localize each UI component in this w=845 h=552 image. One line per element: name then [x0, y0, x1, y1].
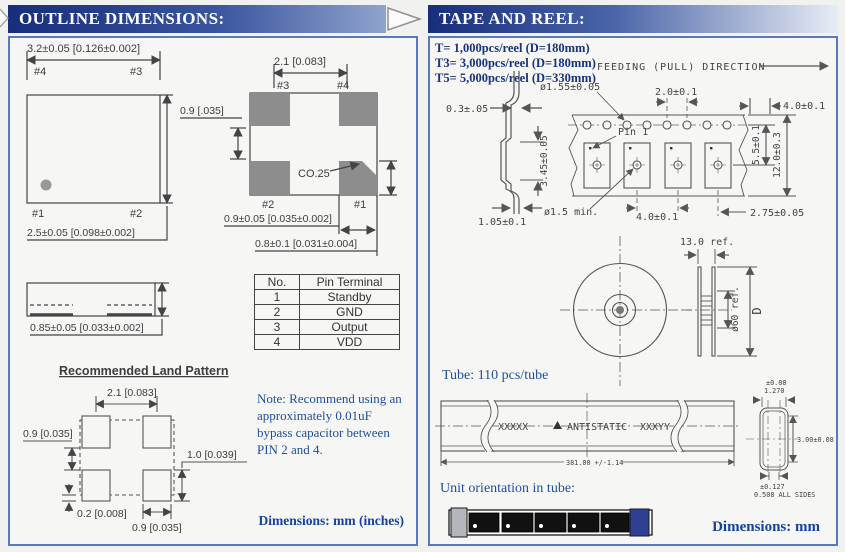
- tube-width-tol-dim: ±0.08: [766, 379, 787, 387]
- pin1-label: #1: [32, 208, 45, 220]
- table-row: [255, 320, 400, 335]
- dimensions-footer: Dimensions: mm: [712, 519, 820, 535]
- reel-hub-width-dim: 13.0 ref.: [680, 237, 735, 248]
- side-view-height-dim: 0.85±0.05 [0.033±0.002]: [30, 322, 144, 334]
- tape-width-dim: 12.0±0.3: [772, 132, 783, 178]
- tube-end-plug-gray: [451, 508, 467, 537]
- pin-function: VDD: [300, 335, 400, 350]
- pocket-pin1-dots: [589, 147, 712, 149]
- tube-marking-right: XXXYY: [640, 422, 671, 433]
- pocket-pitch-dim: 4.0±0.1: [636, 212, 679, 223]
- tape-strip-top-view: [540, 82, 825, 223]
- reel-option-t: T= 1,000pcs/reel (D=180mm): [435, 41, 590, 55]
- land-top-dim: 2.1 [0.083]: [107, 387, 157, 399]
- side-view-drawing: [27, 283, 169, 335]
- land-pattern-title: Recommended Land Pattern: [59, 364, 229, 378]
- pin3-label: #3: [130, 66, 143, 78]
- outline-header-title: OUTLINE DIMENSIONS:: [19, 9, 225, 28]
- col-header-no: No.: [255, 275, 300, 290]
- chamfered-pad: [339, 161, 377, 195]
- tube-wall-tol-dim: ±0.127: [760, 483, 785, 491]
- unit-orientation-label: Unit orientation in tube:: [440, 481, 575, 496]
- pin-no: 3: [255, 320, 300, 335]
- tape-reel-section-header: [428, 5, 838, 33]
- pin4-label: #4: [337, 80, 350, 92]
- feeding-direction-label: FEEDING (PULL) DIRECTION: [597, 62, 766, 73]
- top-view-drawing: [27, 43, 173, 240]
- land-right-dim: 1.0 [0.039]: [187, 449, 237, 461]
- col-header-pin-terminal: Pin Terminal: [300, 275, 400, 290]
- pin-no: 1: [255, 290, 300, 305]
- tube-drawing: [435, 393, 740, 467]
- bottom-view-width-dim: 2.1 [0.083]: [274, 56, 326, 68]
- pad-width-dim: 0.9±0.05 [0.035±0.002]: [224, 213, 332, 225]
- reel-flange-dia-label: D: [750, 307, 764, 315]
- pin1-orientation-label: Pin 1: [618, 127, 649, 138]
- tube-quantity-label: Tube: 110 pcs/tube: [442, 368, 549, 383]
- reel-hub-dia-dim: ø60 ref.: [730, 286, 741, 332]
- bottom-view-drawing: [180, 56, 397, 256]
- tube-cross-section: [746, 379, 834, 499]
- antistatic-label: ANTISTATIC: [567, 422, 628, 433]
- table-row: [255, 305, 400, 320]
- edge-thickness-dim: 0.3±.05: [446, 104, 489, 115]
- pad-gap-dim: 0.9 [.035]: [180, 105, 224, 117]
- sprocket-pitch-dim: 4.0±0.1: [783, 101, 826, 112]
- top-view-width-dim: 3.2±0.05 [0.126±0.002]: [27, 43, 140, 55]
- bypass-capacitor-note: Note: Recommend using an approximately 0.01uF bypass capacitor between PIN 2 and 4.: [257, 391, 402, 458]
- pin2-label: #2: [262, 199, 275, 211]
- feeding-direction: [597, 62, 828, 73]
- pin-no: 4: [255, 335, 300, 350]
- land-left-dim: 0.9 [0.035]: [23, 428, 73, 440]
- edge-offset-dim: 2.75±0.05: [750, 208, 805, 219]
- base-width-dim: 1.05±0.1: [478, 217, 527, 228]
- pin-no: 2: [255, 305, 300, 320]
- section-arrow-icon: [384, 3, 426, 35]
- table-header-row: [255, 275, 400, 290]
- pin1-label: #1: [354, 199, 367, 211]
- pin1-marker-dot: [41, 180, 52, 191]
- tube-length-dim: 381.00 +/-1.14: [566, 459, 624, 467]
- pin-function: Output: [300, 320, 400, 335]
- reel-option-t3: T3= 3,000pcs/reel (D=180mm): [435, 56, 596, 70]
- tape-reel-drawings: [430, 38, 836, 544]
- reel-option-t5: T5= 5,000pcs/reel (D=330mm): [435, 71, 596, 85]
- dimensions-footer: Dimensions: mm (inches): [258, 513, 404, 528]
- land-pattern-drawing: [23, 364, 247, 534]
- reel-drawing: [560, 236, 764, 386]
- pin-function: Standby: [300, 290, 400, 305]
- pin-terminal-table: [254, 274, 400, 350]
- table-row: [255, 335, 400, 350]
- tube-wall-dim: 0.508 ALL SIDES: [754, 491, 816, 499]
- pad-offset-dim: 0.8±0.1 [0.031±0.004]: [255, 238, 358, 250]
- edge-arrow-icon: [0, 6, 9, 30]
- hole-pitch-dim: 2.0±0.1: [655, 87, 698, 98]
- tube-end-plug-blue: [630, 509, 649, 536]
- tube-height-dim: 3.00±0.08: [797, 436, 834, 444]
- land-gap-dim: 0.2 [0.008]: [77, 508, 127, 520]
- hole-to-pocket-dim: 5.5±0.1: [751, 124, 762, 166]
- chamfer-label: CO.25: [298, 168, 330, 180]
- reel-hub-center: [616, 306, 624, 314]
- land-pads: [82, 416, 171, 501]
- pin2-label: #2: [130, 208, 143, 220]
- component-pockets: [584, 143, 731, 188]
- pocket-depth-dim: 3.45±0.05: [539, 135, 550, 187]
- land-bottom-dim: 0.9 [0.035]: [132, 522, 182, 534]
- units: [469, 513, 629, 532]
- outline-section-header: [8, 5, 386, 33]
- pin4-label: #4: [34, 66, 47, 78]
- outline-dimensions-panel: [8, 36, 418, 546]
- tape-and-reel-panel: [428, 36, 838, 546]
- sprocket-hole-dia-dim: ø1.55±0.05: [540, 82, 601, 93]
- tape-cross-section: [446, 71, 550, 228]
- top-view-height-dim: 2.5±0.05 [0.098±0.002]: [27, 227, 135, 239]
- pin-function: GND: [300, 305, 400, 320]
- tape-reel-header-title: TAPE AND REEL:: [439, 9, 586, 28]
- antistatic-icon: [553, 421, 562, 429]
- table-row: [255, 290, 400, 305]
- pocket-hole-dia-dim: ø1.5 min.: [544, 207, 599, 218]
- unit-orientation-strip: [449, 508, 652, 537]
- pin3-label: #3: [277, 80, 290, 92]
- tube-width-dim: 1.270: [764, 387, 785, 395]
- tube-marking-left: XXXXX: [498, 422, 529, 433]
